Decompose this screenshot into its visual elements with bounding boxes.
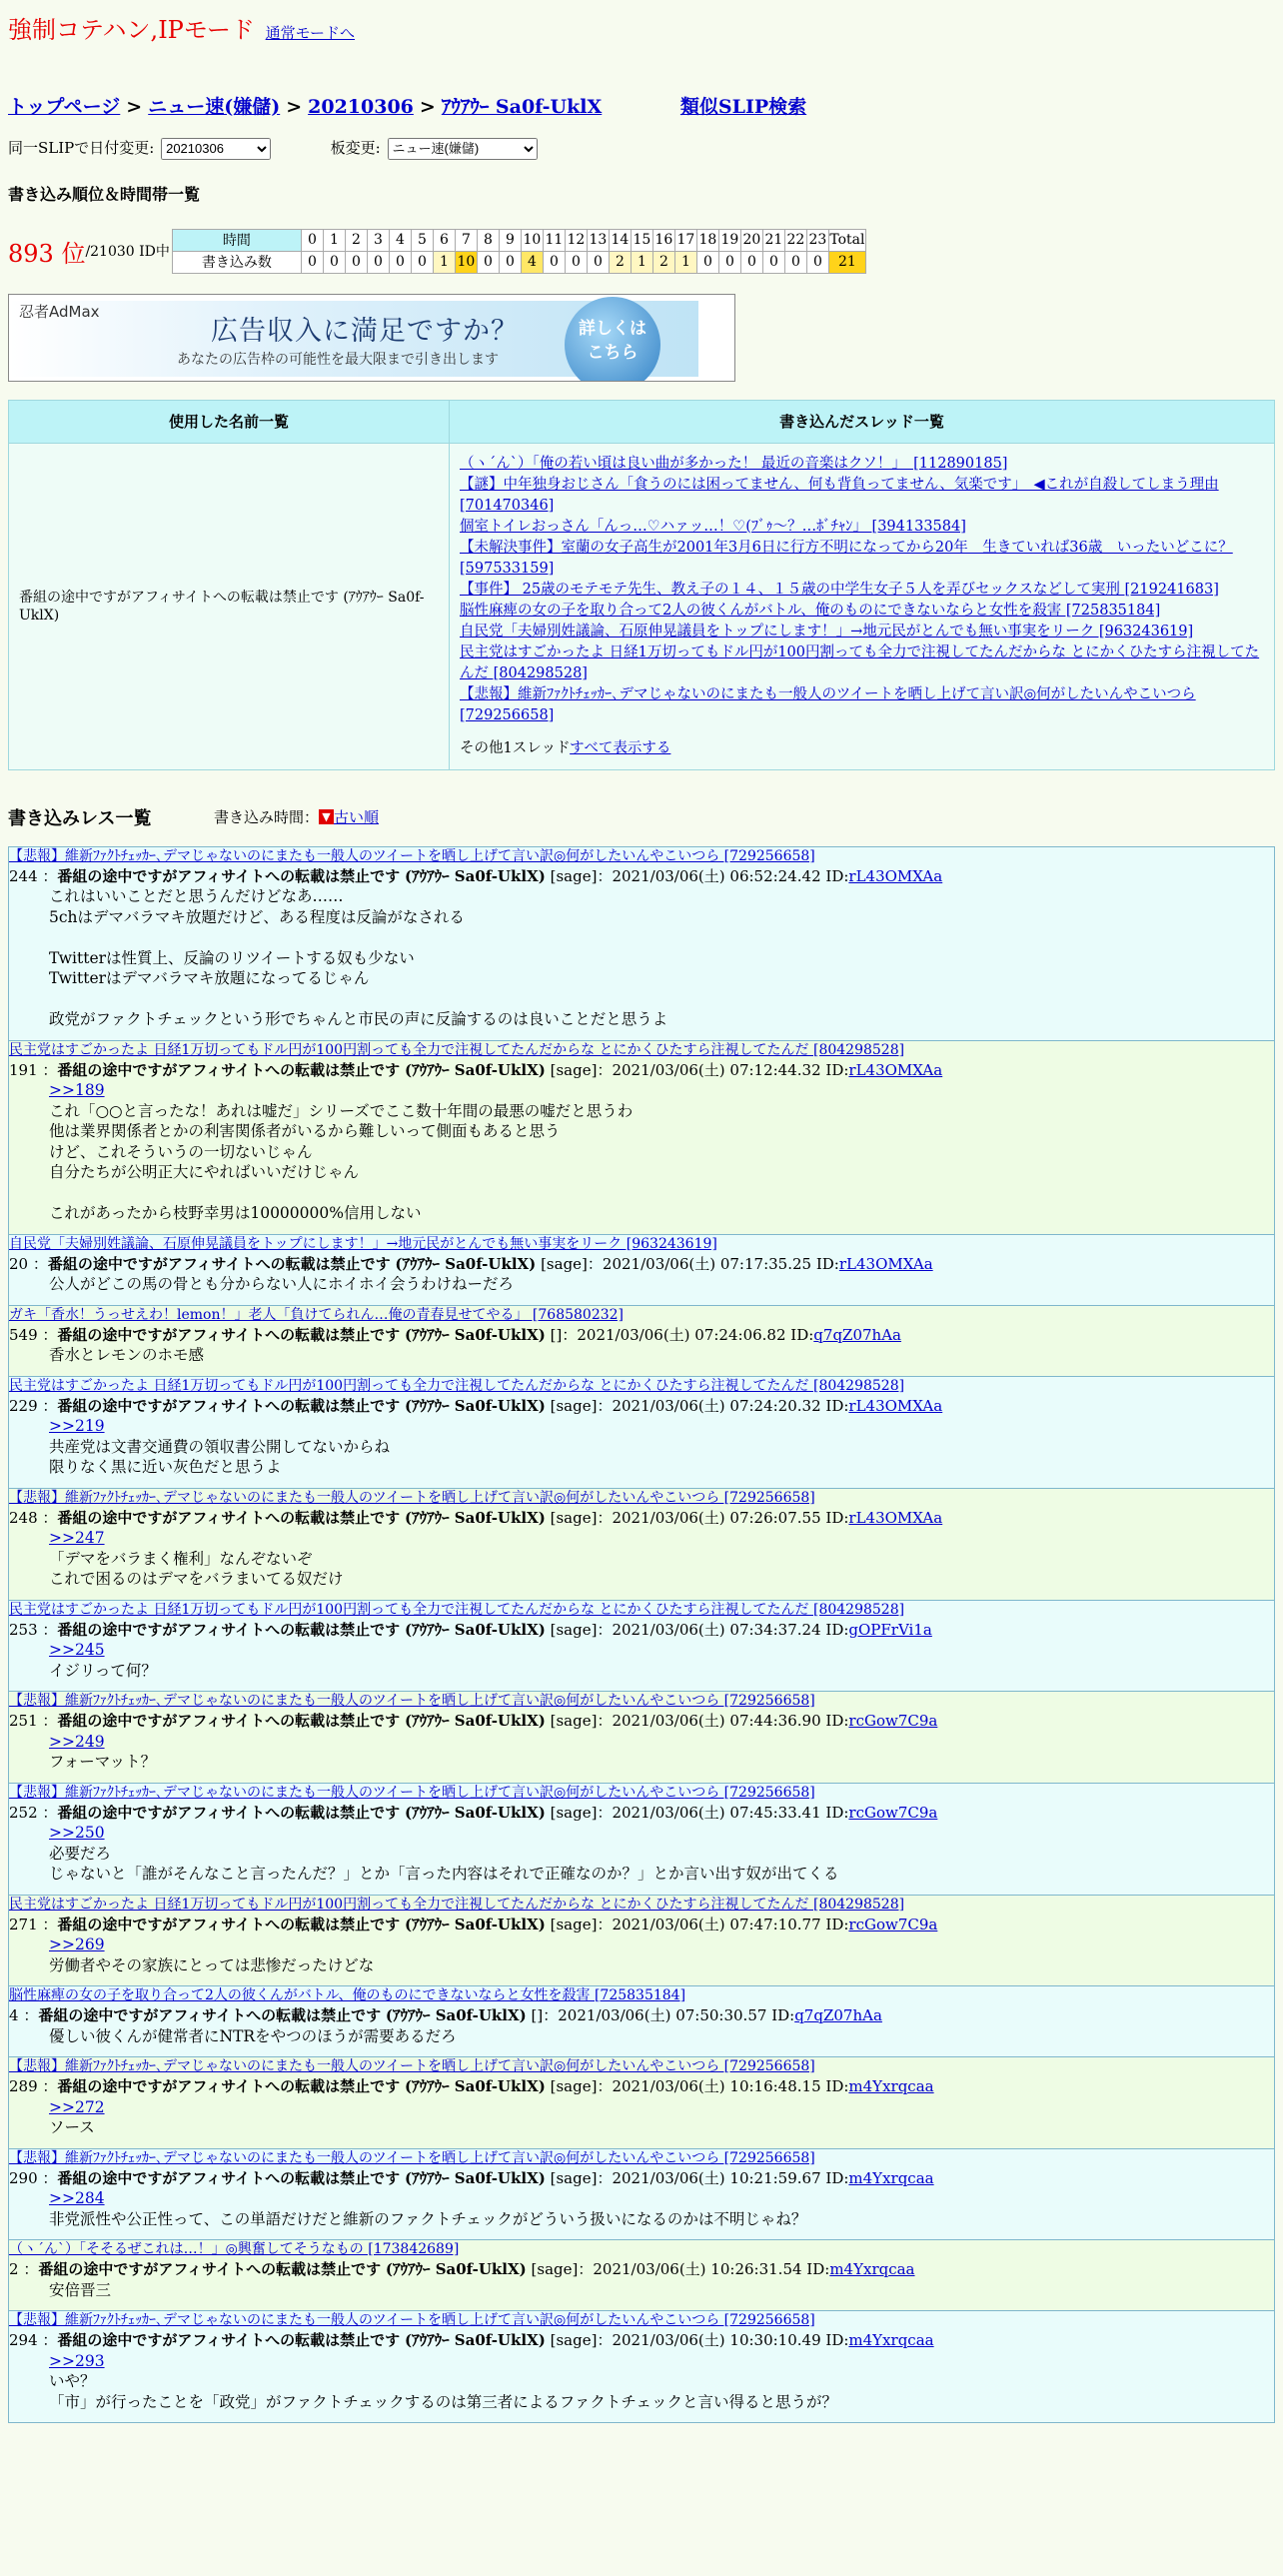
ad-cta-line2: こちら [587,342,639,363]
hour-cell: 16 [652,229,674,251]
hour-cell: 14 [609,229,631,251]
post-number: 289 [9,2077,38,2095]
post-trip: (ｱｳｱｳｰ Sa0f-UklX) [395,1254,537,1273]
post-list [8,846,1275,2424]
other-threads [460,738,1264,759]
post-body [49,2188,1274,2229]
post-mail: [sage] [531,2260,579,2278]
post-body [49,1345,1274,1366]
post-id-link[interactable]: q7qZ07hAa [794,2006,882,2024]
post-mail: [sage] [550,866,598,885]
count-cell: 0 [718,251,740,273]
post-name: 番組の途中ですがアフィサイトへの転載は禁止です [57,1508,401,1527]
post-anchor-link[interactable]: >>249 [49,1732,105,1751]
post-line: これはいいことだと思うんだけどなあ…… [49,887,344,905]
hour-cell: 15 [631,229,652,251]
post-id-link[interactable]: rL43OMXAa [848,1060,943,1079]
thread-link[interactable]: （ヽ´ん`）「俺の若い頃は良い曲が多かった！ 最近の音楽はクソ！」 [112890185] [460,455,1008,472]
post-name: 番組の途中ですがアフィサイトへの転載は禁止です [57,2168,401,2187]
count-cell: 0 [411,251,433,273]
post-body [49,1732,1274,1773]
post [8,1600,1275,1693]
normal-mode-link[interactable]: 通常モードへ [265,24,356,42]
post-anchor-link[interactable]: >>250 [49,1824,105,1842]
post-line: これで困るのはデマをバラまいてる奴だけ [49,1570,344,1588]
count-cell: 0 [587,251,609,273]
post-name: 番組の途中ですがアフィサイトへの転載は禁止です [57,1803,401,1822]
date-change-label: 同一SLIPで日付変更: [8,139,155,157]
post-id-link[interactable]: rcGow7C9a [848,1915,938,1933]
post-trip: (ｱｳｱｳｰ Sa0f-UklX) [404,1803,546,1822]
post-date: 2021/03/06(土) 07:44:36.90 [612,1712,821,1730]
post-thread-link[interactable]: 【悲報】維新ﾌｧｸﾄﾁｪｯｶｰ､デマじゃないのにまたも一般人のツイートを晒し上げて言い訳◎何がしたいんやこいつら [729256658] [9,1489,815,1506]
post-line [49,989,1274,1010]
post-date: 2021/03/06(土) 10:16:48.15 [612,2077,821,2095]
post-thread-link[interactable]: 民主党はすごかったよ 日経1万切ってもドル円が100円割っても全力で注視してたんだからな とにかくひたすら注視してたんだ [804298528] [9,1601,905,1618]
count-label: 書き込み数 [172,251,301,273]
breadcrumb-slip[interactable]: ｱｳｱｳｰ Sa0f-UklX [441,96,603,118]
thread-link[interactable]: 【事件】 25歳のモテモテ先生、教え子の１４、１５歳の中学生女子５人を弄びセックスなどして実刑 [219241683] [460,581,1219,598]
post [8,1895,1275,1987]
sort-label: 書き込み時間： [214,808,320,826]
post-line: 他は業界関係者とかの利害関係者がいるから難しいって側面もあると思う [49,1122,561,1140]
post-meta: 248 ：番組の途中ですがアフィサイトへの転載は禁止です (ｱｳｱｳｰ Sa0f-UklX) [sage]：2021/03/06(土) 07:26:07.55 ID:rL43OMXAa [9,1508,943,1527]
post-line: いや？ [49,2372,96,2390]
count-cell: 2 [652,251,674,273]
post-mail: [] [531,2006,544,2024]
hour-cell: 0 [301,229,323,251]
post-number: 290 [9,2168,38,2187]
post-line: 限りなく黒に近い灰色だと思うよ [49,1458,282,1476]
post-date: 2021/03/06(土) 07:45:33.41 [612,1803,821,1822]
post-date: 2021/03/06(土) 10:21:59.67 [612,2168,821,2187]
post-line: イジリって何？ [49,1661,157,1680]
post-thread-link[interactable]: 脳性麻痺の女の子を取り合って2人の彼くんがバトル、俺のものにできないならと女性を殺害 [725835184] [9,1987,686,2003]
post-trip: (ｱｳｱｳｰ Sa0f-UklX) [404,1915,546,1933]
post-number: 2 [9,2260,19,2278]
ranking-block [8,229,1275,274]
post-line: フォーマット？ [49,1753,157,1771]
count-cell: 0 [345,251,367,273]
post-trip: (ｱｳｱｳｰ Sa0f-UklX) [404,1060,546,1079]
post-number: 253 [9,1620,38,1639]
used-name: 番組の途中ですがアフィサイトへの転載は禁止です (ｱｳｱｳｰ Sa0f-UklX) [9,443,450,769]
post-trip: (ｱｳｱｳｰ Sa0f-UklX) [404,2168,546,2187]
post-trip: (ｱｳｱｳｰ Sa0f-UklX) [404,1712,546,1730]
post-thread-link[interactable]: （ヽ´ん`）「そそるぜこれは…！」◎興奮してそうなもの [173842689] [9,2241,460,2257]
post-mail: [sage] [550,1803,598,1822]
post-line: けど、これそういうの一切ないじゃん [49,1142,313,1161]
post-meta: 20 ：番組の途中ですがアフィサイトへの転載は禁止です (ｱｳｱｳｰ Sa0f-UklX) [sage]：2021/03/06(土) 07:17:35.25 ID:rL43OMXAa [9,1254,933,1273]
sort-oldest-link[interactable]: 古い順 [334,808,380,826]
post [8,1783,1275,1896]
hourly-table [172,229,866,274]
post-anchor-link[interactable]: >>245 [49,1641,105,1659]
post-id-link[interactable]: rcGow7C9a [848,1803,938,1822]
ad-cta-line1: 詳しくは [579,318,646,339]
changer-bar [8,137,1275,160]
post [8,1040,1275,1235]
hour-cell: 13 [587,229,609,251]
count-cell: 0 [389,251,411,273]
post-line: これがあったから枝野幸男は10000000%信用しない [49,1204,422,1222]
ad-subtext: あなたの広告枠の可能性を最大限まで引き出します [177,351,499,368]
hour-cell: 22 [784,229,806,251]
hour-cell: 3 [367,229,389,251]
date-select[interactable] [161,138,271,160]
count-cell: 0 [696,251,718,273]
post-meta: 290 ：番組の途中ですがアフィサイトへの転載は禁止です (ｱｳｱｳｰ Sa0f-UklX) [sage]：2021/03/06(土) 10:21:59.67 ID:m4Yxrqcaa [9,2168,934,2187]
rank-total: /21030 ID中 [85,244,170,260]
breadcrumb-separator: > [126,96,143,118]
post-thread-link[interactable]: 民主党はすごかったよ 日経1万切ってもドル円が100円割っても全力で注視してたんだからな とにかくひたすら注視してたんだ [804298528] [9,1041,905,1058]
post [8,1234,1275,1306]
count-cell: 10 [455,251,477,273]
post-line: 公人がどこの馬の骨とも分からない人にホイホイ会うわけねーだろ [49,1275,515,1293]
board-select[interactable] [388,138,538,160]
sort-down-icon: ▼ [319,809,334,824]
post [8,1691,1275,1784]
count-cell: 0 [806,251,828,273]
post [8,2239,1275,2311]
post-date: 2021/03/06(土) 07:34:37.24 [612,1620,821,1639]
post-line: 共産党は文書交通費の領収書公開してないからね [49,1437,391,1456]
post [8,1305,1275,1377]
post-line: じゃないと「誰がそんなこと言ったんだ？」とか「言った内容はそれで正確なのか？」とか言い出す奴が出てくる [49,1865,839,1883]
post-mail: [sage] [550,2331,598,2349]
count-cell: 4 [521,251,543,273]
hour-cell: 17 [674,229,696,251]
post-name: 番組の途中ですがアフィサイトへの転載は禁止です [57,1712,401,1730]
hour-cell: 12 [565,229,587,251]
ranking-title: 書き込み順位＆時間帯一覧 [8,184,201,204]
post-anchor-link[interactable]: >>189 [49,1081,105,1099]
hour-cell: 7 [455,229,477,251]
post-date: 2021/03/06(土) 07:24:06.82 [577,1325,786,1344]
post-body [49,2280,1274,2301]
post-id-link[interactable]: gOPFrVi1a [848,1620,932,1639]
post-body [49,886,1274,1030]
post-line: 「デマをバラまく権利」なんぞないぞ [49,1549,313,1568]
thread-link[interactable]: 【悲報】維新ﾌｧｸﾄﾁｪｯｶｰ､デマじゃないのにまたも一般人のツイートを晒し上げて言い訳◎何がしたいんやこいつら [729256658] [460,685,1196,723]
mode-header [8,10,1275,44]
count-cell: 0 [740,251,762,273]
post-line [49,1183,1274,1204]
count-cell: 0 [543,251,565,273]
post-trip: (ｱｳｱｳｰ Sa0f-UklX) [404,1508,546,1527]
breadcrumb [8,92,1275,119]
count-cell: 1 [674,251,696,273]
thread-link[interactable]: 【謎】中年独身おじさん「食うのには困ってません、何も背負ってません、気楽です」 ◀これが自殺してしまう理由 [701470346] [460,476,1219,514]
post-number: 4 [9,2006,19,2024]
post-line: ソース [49,2118,95,2136]
post-number: 271 [9,1915,38,1933]
hour-cell: 20 [740,229,762,251]
post-line: 政党がファクトチェックという形でちゃんと市民の声に反論するのは良いことだと思うよ [49,1010,668,1028]
post-body [49,1274,1274,1295]
hour-cell: 9 [499,229,521,251]
post-name: 番組の途中ですがアフィサイトへの転載は禁止です [57,1060,401,1079]
other-threads-text: その他1スレッド [460,739,571,756]
hour-cell: 23 [806,229,828,251]
breadcrumb-date[interactable]: 20210306 [308,96,414,118]
post-mail: [sage] [550,2077,598,2095]
hour-cell: 2 [345,229,367,251]
post-id-link[interactable]: rL43OMXAa [838,1254,933,1273]
breadcrumb-board[interactable]: ニュー速(嫌儲) [148,96,281,118]
post-meta: 251 ：番組の途中ですがアフィサイトへの転載は禁止です (ｱｳｱｳｰ Sa0f-UklX) [sage]：2021/03/06(土) 07:44:36.90 ID:rcGow7C9a [9,1712,938,1730]
hour-cell: 8 [477,229,499,251]
post-line: 必要だろ [49,1844,112,1863]
breadcrumb-separator: > [419,96,436,118]
post-id-link[interactable]: rL43OMXAa [848,1396,943,1415]
admax-logo: 忍者AdMax [19,302,100,321]
rank-number: 893 位 [8,239,86,268]
post-number: 294 [9,2331,38,2349]
post-line: 優しい彼くんが健常者にNTRをやつのほうが需要あるだろ [49,2026,457,2045]
post-mail: [sage] [541,1254,588,1273]
post-trip: (ｱｳｱｳｰ Sa0f-UklX) [404,1396,546,1415]
post-meta: 252 ：番組の途中ですがアフィサイトへの転載は禁止です (ｱｳｱｳｰ Sa0f-UklX) [sage]：2021/03/06(土) 07:45:33.41 ID:rcGow7C9a [9,1803,938,1822]
hour-cell: 18 [696,229,718,251]
post-number: 248 [9,1508,38,1527]
post-name: 番組の途中ですがアフィサイトへの転載は禁止です [57,1396,401,1415]
post-date: 2021/03/06(土) 07:12:44.32 [612,1060,821,1079]
post-line: 自分たちが公明正大にやればいいだけじゃん [49,1163,360,1181]
post-thread-link[interactable]: 【悲報】維新ﾌｧｸﾄﾁｪｯｶｰ､デマじゃないのにまたも一般人のツイートを晒し上げて言い訳◎何がしたいんやこいつら [729256658] [9,1784,815,1801]
thread-link[interactable]: 民主党はすごかったよ 日経1万切ってもドル円が100円割っても全力で注視してたんだからな とにかくひたすら注視してたんだ [804298528] [460,644,1260,681]
thread-list [450,443,1275,769]
post-number: 20 [9,1254,29,1273]
post-line: 安倍晋三 [49,2280,112,2299]
post-number: 251 [9,1712,38,1730]
post-name: 番組の途中ですがアフィサイトへの転載は禁止です [57,866,401,885]
post-meta: 191 ：番組の途中ですがアフィサイトへの転載は禁止です (ｱｳｱｳｰ Sa0f-UklX) [sage]：2021/03/06(土) 07:12:44.32 ID:rL43OMXAa [9,1060,943,1079]
post [8,2310,1275,2423]
post-id-link[interactable]: m4Yxrqcaa [848,2331,934,2349]
names-threads-table [8,400,1275,770]
post-meta: 229 ：番組の途中ですがアフィサイトへの転載は禁止です (ｱｳｱｳｰ Sa0f-UklX) [sage]：2021/03/06(土) 07:24:20.32 ID:rL43OMXAa [9,1396,943,1415]
post-body [49,2026,1274,2047]
hour-cell: Total [828,229,865,251]
show-all-threads-link[interactable]: すべて表示する [570,739,671,756]
board-change-label: 板変更: [330,139,381,157]
post-body [49,1080,1274,1224]
post [8,1376,1275,1489]
post-mail: [sage] [550,1712,598,1730]
post-line: 非党派性や公正性って、この単語だけだと維新のファクトチェックがどういう扱いになるのかは不明じゃね？ [49,2209,807,2228]
post-line: これ「○○と言ったな！あれは嘘だ」シリーズでここ数十年間の最悪の嘘だと思うわ [49,1101,634,1120]
hour-cell: 21 [762,229,784,251]
ad-headline: 広告収入に満足ですか？ [211,315,519,347]
post-line: Twitterはデマバラマキ放題になってるじゃん [49,969,370,987]
post-trip: (ｱｳｱｳｰ Sa0f-UklX) [404,2077,546,2095]
post-name: 番組の途中ですがアフィサイトへの転載は禁止です [38,2260,382,2278]
hour-cell: 1 [323,229,345,251]
mode-title: 強制コテハン,IPモード [8,16,255,44]
post-mail: [] [550,1325,563,1344]
post-date: 2021/03/06(土) 07:24:20.32 [612,1396,821,1415]
post-meta: 271 ：番組の途中ですがアフィサイトへの転載は禁止です (ｱｳｱｳｰ Sa0f-UklX) [sage]：2021/03/06(土) 07:47:10.77 ID:rcGow7C9a [9,1915,938,1933]
post [8,846,1275,1041]
post-line: 「市」が行ったことを「政党」がファクトチェックするのは第三者によるファクトチェックと言い得ると思うが？ [49,2392,837,2411]
post-thread-link[interactable]: 【悲報】維新ﾌｧｸﾄﾁｪｯｶｰ､デマじゃないのにまたも一般人のツイートを晒し上げて言い訳◎何がしたいんやこいつら [729256658] [9,2058,815,2074]
post-date: 2021/03/06(土) 07:50:30.57 [558,2006,767,2024]
post-thread-link[interactable]: 自民党「夫婦別姓議論、石原伸晃議員をトップにします！」→地元民がとんでも無い事実をリーク [963243619] [9,1235,717,1252]
count-cell: 2 [609,251,631,273]
responses-title: 書き込みレス一覧 [8,807,152,829]
thread-link[interactable]: 【未解決事件】室蘭の女子高生が2001年3月6日に行方不明になってから20年 生きていれば36歳 いったいどこに？ [597533159] [460,539,1233,577]
post-mail: [sage] [550,1060,598,1079]
post-number: 549 [9,1325,38,1344]
post-name: 番組の途中ですがアフィサイトへの転載は禁止です [57,1915,401,1933]
hour-cell: 11 [543,229,565,251]
post-anchor-link[interactable]: >>219 [49,1417,105,1435]
hour-cell: 10 [521,229,543,251]
count-cell: 1 [631,251,652,273]
count-cell: 0 [565,251,587,273]
post-number: 191 [9,1060,38,1079]
post-date: 2021/03/06(土) 07:47:10.77 [612,1915,821,1933]
post-thread-link[interactable]: 民主党はすごかったよ 日経1万切ってもドル円が100円割っても全力で注視してたんだからな とにかくひたすら注視してたんだ [804298528] [9,1896,905,1913]
post-body [49,2097,1274,2138]
responses-header [8,804,1275,830]
count-cell: 0 [367,251,389,273]
post-line: 労働者やその家族にとっては悲惨だったけどな [49,1955,375,1974]
post [8,2056,1275,2149]
post-thread-link[interactable]: 【悲報】維新ﾌｧｸﾄﾁｪｯｶｰ､デマじゃないのにまたも一般人のツイートを晒し上げて言い訳◎何がしたいんやこいつら [729256658] [9,2149,815,2166]
post-meta: 549 ：番組の途中ですがアフィサイトへの転載は禁止です (ｱｳｱｳｰ Sa0f-UklX) []：2021/03/06(土) 07:24:06.82 ID:q7qZ07hAa [9,1325,901,1344]
thread-link[interactable]: 自民党「夫婦別姓議論、石原伸晃議員をトップにします！」→地元民がとんでも無い事実をリーク [963243619] [460,623,1194,640]
post-id-link[interactable]: rL43OMXAa [848,866,943,885]
post-mail: [sage] [550,1620,598,1639]
count-cell: 0 [477,251,499,273]
post [8,1985,1275,2057]
count-cell: 0 [301,251,323,273]
threads-column-header: 書き込んだスレッド一覧 [450,400,1275,443]
post-mail: [sage] [550,1915,598,1933]
count-cell: 21 [828,251,865,273]
post-name: 番組の途中ですがアフィサイトへの転載は禁止です [47,1254,391,1273]
post-body [49,1528,1274,1590]
post-id-link[interactable]: m4Yxrqcaa [848,2168,934,2187]
post-meta: 253 ：番組の途中ですがアフィサイトへの転載は禁止です (ｱｳｱｳｰ Sa0f-UklX) [sage]：2021/03/06(土) 07:34:37.24 ID:gOPFrVi1a [9,1620,932,1639]
post-body [49,1416,1274,1478]
post-anchor-link[interactable]: >>272 [49,2097,105,2116]
post-date: 2021/03/06(土) 07:17:35.25 [602,1254,812,1273]
post-name: 番組の途中ですがアフィサイトへの転載は禁止です [38,2006,382,2024]
names-column-header: 使用した名前一覧 [9,400,450,443]
hour-cell: 5 [411,229,433,251]
post-id-link[interactable]: m4Yxrqcaa [829,2260,915,2278]
post-anchor-link[interactable]: >>269 [49,1935,105,1953]
breadcrumb-separator: > [286,96,303,118]
post-id-link[interactable]: m4Yxrqcaa [848,2077,934,2095]
post-trip: (ｱｳｱｳｰ Sa0f-UklX) [385,2006,527,2024]
ad-banner[interactable] [8,294,735,382]
post-line: 5chはデマバラマキ放題だけど、ある程度は反論がなされる [49,907,465,926]
post-name: 番組の途中ですがアフィサイトへの転載は禁止です [57,1325,401,1344]
breadcrumb-top[interactable]: トップページ [8,96,121,118]
post-date: 2021/03/06(土) 06:52:24.42 [612,866,821,885]
hour-cell: 4 [389,229,411,251]
post-number: 252 [9,1803,38,1822]
post [8,1488,1275,1601]
hour-cell: 6 [433,229,455,251]
count-cell: 1 [433,251,455,273]
post-date: 2021/03/06(土) 10:30:10.49 [612,2331,821,2349]
count-cell: 0 [762,251,784,273]
post-body [49,1640,1274,1681]
post-thread-link[interactable]: 【悲報】維新ﾌｧｸﾄﾁｪｯｶｰ､デマじゃないのにまたも一般人のツイートを晒し上げて言い訳◎何がしたいんやこいつら [729256658] [9,2312,815,2328]
post-number: 229 [9,1396,38,1415]
post [8,2148,1275,2241]
post-meta: 4 ：番組の途中ですがアフィサイトへの転載は禁止です (ｱｳｱｳｰ Sa0f-UklX) []：2021/03/06(土) 07:50:30.57 ID:q7qZ07hAa [9,2006,882,2024]
post-name: 番組の途中ですがアフィサイトへの転載は禁止です [57,2331,401,2349]
post-name: 番組の途中ですがアフィサイトへの転載は禁止です [57,2077,401,2095]
post-thread-link[interactable]: 【悲報】維新ﾌｧｸﾄﾁｪｯｶｰ､デマじゃないのにまたも一般人のツイートを晒し上げて言い訳◎何がしたいんやこいつら [729256658] [9,847,815,864]
post-trip: (ｱｳｱｳｰ Sa0f-UklX) [404,2331,546,2349]
post-meta: 2 ：番組の途中ですがアフィサイトへの転載は禁止です (ｱｳｱｳｰ Sa0f-UklX) [sage]：2021/03/06(土) 10:26:31.54 ID:m4Yxrqcaa [9,2260,915,2278]
post-mail: [sage] [550,2168,598,2187]
post-mail: [sage] [550,1396,598,1415]
post-date: 2021/03/06(土) 10:26:31.54 [593,2260,802,2278]
post-line: 香水とレモンのホモ感 [49,1346,205,1364]
post-number: 244 [9,866,38,885]
post-anchor-link[interactable]: >>284 [49,2189,105,2207]
post-body [49,1934,1274,1975]
similar-slip-search-link[interactable]: 類似SLIP検索 [679,96,807,118]
thread-link[interactable]: 個室トイレおっさん「んっ…♡ハァッ…！♡(ﾌﾞｩ～？…ﾎﾞﾁｬﾝ」 [394133584] [460,518,966,535]
post-trip: (ｱｳｱｳｰ Sa0f-UklX) [385,2260,527,2278]
hour-label: 時間 [172,229,301,251]
post-meta: 289 ：番組の途中ですがアフィサイトへの転載は禁止です (ｱｳｱｳｰ Sa0f-UklX) [sage]：2021/03/06(土) 10:16:48.15 ID:m4Yxrqcaa [9,2077,934,2095]
post-body [49,2351,1274,2413]
post-id-link[interactable]: rcGow7C9a [848,1712,938,1730]
post-name: 番組の途中ですがアフィサイトへの転載は禁止です [57,1620,401,1639]
post-thread-link[interactable]: 【悲報】維新ﾌｧｸﾄﾁｪｯｶｰ､デマじゃないのにまたも一般人のツイートを晒し上げて言い訳◎何がしたいんやこいつら [729256658] [9,1693,815,1709]
post-trip: (ｱｳｱｳｰ Sa0f-UklX) [404,1620,546,1639]
post-meta: 244 ：番組の途中ですがアフィサイトへの転載は禁止です (ｱｳｱｳｰ Sa0f-UklX) [sage]：2021/03/06(土) 06:52:24.42 ID:rL43OMXAa [9,866,943,885]
count-cell: 0 [323,251,345,273]
post-meta: 294 ：番組の途中ですがアフィサイトへの転載は禁止です (ｱｳｱｳｰ Sa0f-UklX) [sage]：2021/03/06(土) 10:30:10.49 ID:m4Yxrqcaa [9,2331,934,2349]
post-trip: (ｱｳｱｳｰ Sa0f-UklX) [404,1325,546,1344]
post-line [49,927,1274,948]
hour-cell: 19 [718,229,740,251]
post-mail: [sage] [550,1508,598,1527]
post-thread-link[interactable]: 民主党はすごかったよ 日経1万切ってもドル円が100円割っても全力で注視してたんだからな とにかくひたすら注視してたんだ [804298528] [9,1377,905,1394]
post-line: Twitterは性質上、反論のリツイートする奴も少ない [49,948,415,967]
post-thread-link[interactable]: ガキ「香水！うっせえわ！lemon！」老人「負けてられん…俺の青春見せてやる」 [768580232] [9,1306,625,1323]
post-body [49,1823,1274,1885]
post-id-link[interactable]: rL43OMXAa [848,1508,943,1527]
count-cell: 0 [784,251,806,273]
thread-link[interactable]: 脳性麻痺の女の子を取り合って2人の彼くんがバトル、俺のものにできないならと女性を殺害 [725835184] [460,602,1161,619]
post-anchor-link[interactable]: >>293 [49,2351,105,2370]
count-cell: 0 [499,251,521,273]
post-date: 2021/03/06(土) 07:26:07.55 [612,1508,821,1527]
post-id-link[interactable]: q7qZ07hAa [813,1325,901,1344]
post-anchor-link[interactable]: >>247 [49,1529,105,1547]
post-trip: (ｱｳｱｳｰ Sa0f-UklX) [404,866,546,885]
